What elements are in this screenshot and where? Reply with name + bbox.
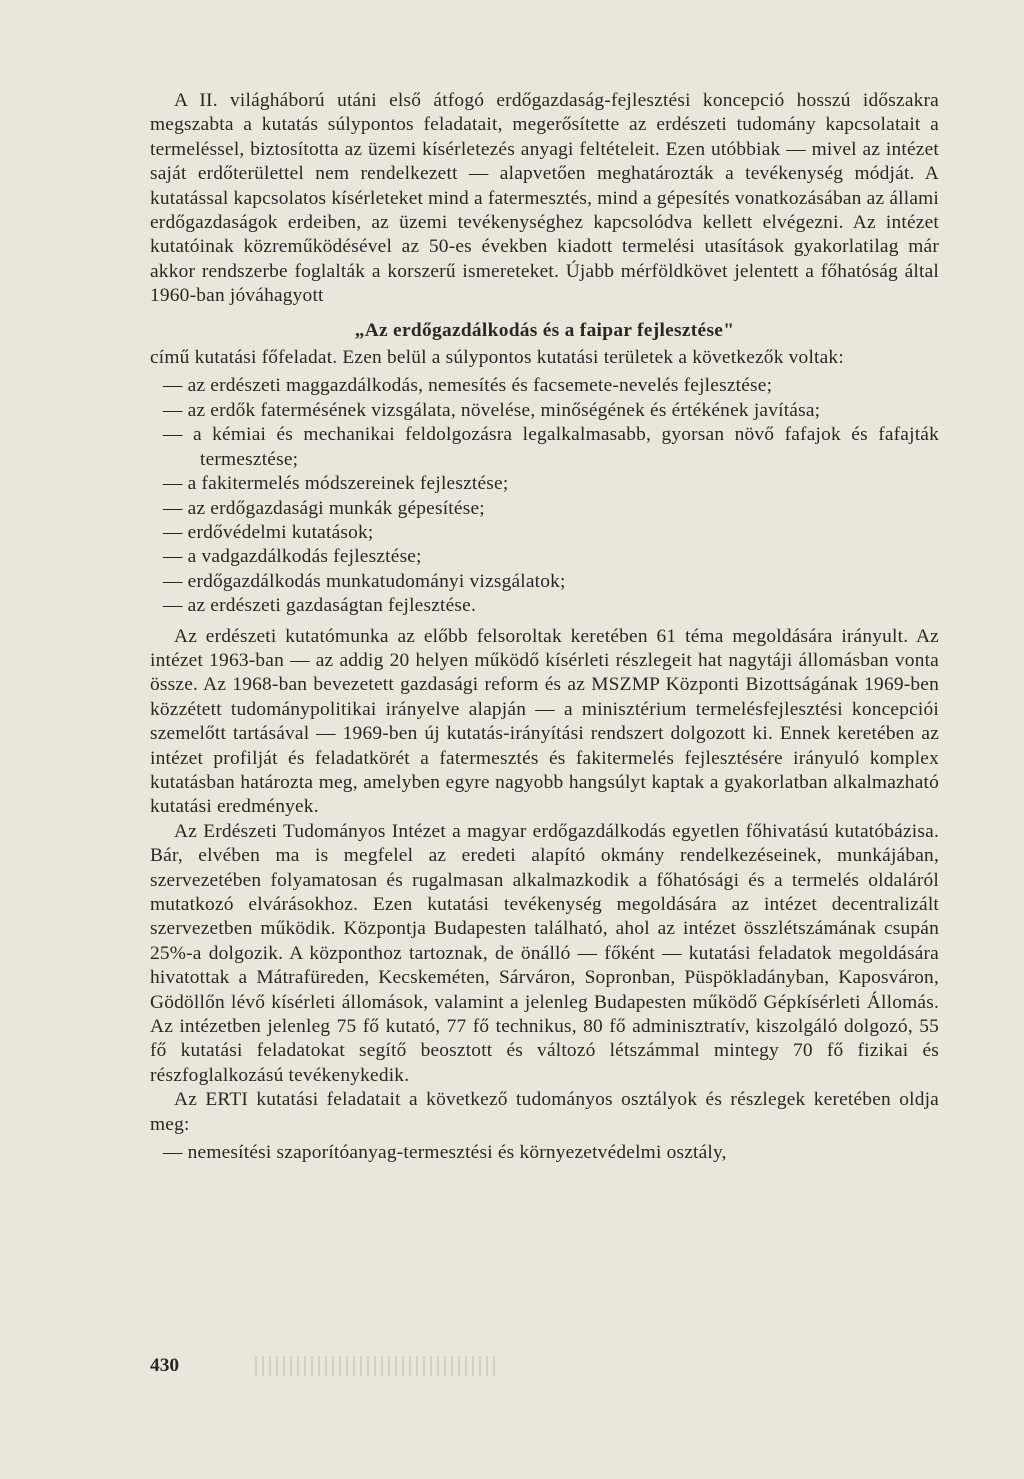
list-item: — a vadgazdálkodás fejlesztése; — [163, 546, 422, 568]
research-title-heading: „Az erdőgazdálkodás és a faipar fejlesztése" — [354, 319, 735, 341]
list-item: — a fakitermelés módszereinek fejlesztése; — [163, 473, 509, 495]
paragraph-3: Az erdészeti kutatómunka az előbb felsoroltak keretében 61 téma megoldására irányult. Az intézet 1963-ban — az addig 20 helyen működő kísérleti részlegeit hat nagytáji állomásban vonta össze. Az 1968-ban bevezetett gazdasági reform és az MSZMP Központi Bizottságának 1969-ben közzétett tudománypolitikai irányelve alapján — a minisztérium termelésfejlesztési koncepciói szemelőtt tartásával — 1969-ben új kutatás-irányítási rendszert dolgozott ki. Ennek keretében az intézet profilját és feladatkörét a fatermesztés és fakitermelés fejlesztésére irányuló komplex kutatásban határozta meg, amelyben egyre nagyobb hangsúlyt kaptak a gyakorlatban alkalmazható kutatási eredmények. — [150, 625, 939, 818]
list-item: — az erdők fatermésének vizsgálata, növelése, minőségének és értékének javítása; — [163, 399, 821, 421]
list-item: — az erdészeti gazdaságtan fejlesztése. — [163, 595, 477, 617]
list-item: — erdőgazdálkodás munkatudományi vizsgálatok; — [163, 570, 566, 592]
paragraph-5: Az ERTI kutatási feladatait a következő tudományos osztályok és részlegek keretében oldja meg: — [150, 1089, 939, 1135]
body-text — [150, 89, 939, 1171]
list-item: — erdővédelmi kutatások; — [163, 521, 374, 543]
list-item: — az erdészeti maggazdálkodás, nemesítés és facsemete-nevelés fejlesztése; — [163, 375, 773, 397]
list-item: — nemesítési szaporítóanyag-termesztési és környezetvédelmi osztály, — [163, 1142, 727, 1164]
research-areas-list — [150, 374, 939, 618]
list-item: — az erdőgazdasági munkák gépesítése; — [163, 497, 485, 519]
paragraph-4: Az Erdészeti Tudományos Intézet a magyar erdőgazdálkodás egyetlen főhivatású kutatóbázisa. Bár, elvében ma is megfelel az eredeti alapító okmány rendelkezéseinek, munkájában, szervezetében folyamatosan és rugalmasan alkalmazkodik a főhatósági és a termelés oldaláról mutatkozó elvárásokhoz. Ezen kutatási tevékenység megoldására az intézet decentralizált szervezetben működik. Központja Budapesten található, ahol az intézet összlétszámának csupán 25%-a dolgozik. A központhoz tartoznak, de önálló — főként — kutatási feladatok megoldására hivatottak a Mátrafüreden, Kecskeméten, Sárváron, Sopronban, Püspökladányban, Kaposváron, Gödöllőn lévő kísérleti állomások, valamint a jelenleg Budapesten működő Gépkísérleti Állomás. Az intézetben jelenleg 75 fő kutató, 77 fő technikus, 80 fő adminisztratív, kiszolgáló dolgozó, 55 fő kutatási feladatokat segítő beosztott és változó létszámmal mintegy 70 fő fizikai és részfoglalkozású tevékenykedik. — [150, 820, 939, 1086]
departments-list — [150, 1141, 939, 1165]
print-smudge — [255, 1356, 495, 1376]
paragraph-1: A II. világháború utáni első átfogó erdőgazdaság-fejlesztési koncepció hosszú időszakra megszabta a kutatás súlypontos feladatait, megerősítette az erdészeti tudomány kapcsolatait a termeléssel, biztosította az üzemi kísérletezés anyagi feltételeit. Ezen utóbbiak — mivel az intézet saját erdőterülettel nem rendelkezett — alapvetően meghatározták a tevékenység módját. A kutatással kapcsolatos kísérleteket mind a fatermesztés, mind a gépesítés vonatkozásában az állami erdőgazdaságok erdeiben, az üzemi tevékenységhez kapcsolódva kellett elvégezni. Az intézet kutatóinak közreműködésével az 50-es években kiadott termelési utasítások gyakorlatilag már akkor rendszerbe foglalták a korszerű ismereteket. Újabb mérföldkövet jelentett a főhatóság által 1960-ban jóváhagyott — [150, 90, 939, 307]
page-number: 430 — [150, 1355, 180, 1376]
list-item: — a kémiai és mechanikai feldolgozásra legalkalmasabb, gyorsan növő fafajok és fafajták termesztése; — [163, 424, 939, 470]
paragraph-2: című kutatási főfeladat. Ezen belül a súlypontos kutatási területek a következők voltak: — [150, 347, 844, 369]
